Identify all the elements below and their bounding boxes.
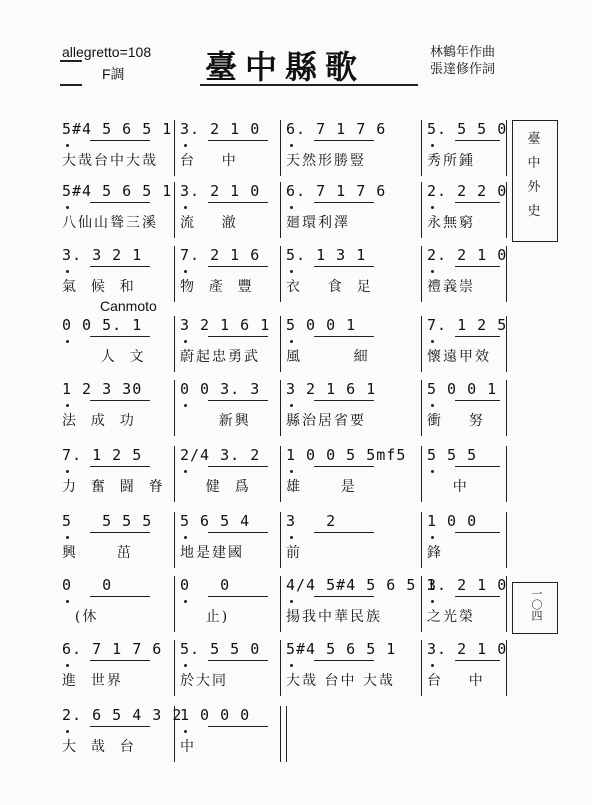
beam-underline bbox=[90, 532, 150, 533]
bar-line bbox=[280, 446, 281, 502]
lyric-text: 天然形勝豎 bbox=[286, 153, 366, 169]
lyric-text: 衣 食 足 bbox=[286, 279, 373, 295]
beam-underline bbox=[455, 660, 500, 661]
measure-notes: 4/4 5#4 5 6 5 1 bbox=[286, 576, 437, 594]
bar-line bbox=[280, 246, 281, 302]
lyric-text: 衝 努 bbox=[427, 413, 485, 429]
measure-notes: 5 6 5 4 bbox=[180, 512, 251, 530]
measure-notes: 5. 5 5 0 bbox=[427, 120, 508, 138]
bar-line bbox=[174, 246, 175, 302]
bar-line bbox=[174, 640, 175, 696]
octave-dot bbox=[184, 536, 187, 539]
lyric-text: 流 澈 bbox=[180, 215, 238, 231]
bar-line bbox=[421, 512, 422, 568]
lyric-text: 大哉 台中 大哉 bbox=[286, 673, 395, 689]
measure-notes: 1 0 0 0 bbox=[180, 706, 251, 724]
beam-underline bbox=[208, 466, 268, 467]
measure-notes: 3. 2 1 0 bbox=[427, 576, 508, 594]
octave-dot bbox=[66, 404, 69, 407]
measure-notes: 2. 6 5 4 3 2 bbox=[62, 706, 183, 724]
lyric-text: 中 bbox=[427, 479, 469, 495]
side-label bbox=[527, 128, 541, 224]
beam-underline bbox=[208, 596, 268, 597]
octave-dot bbox=[290, 536, 293, 539]
bar-line bbox=[280, 576, 281, 632]
measure-notes: 3 2 1 6 1 bbox=[180, 316, 271, 334]
beam-underline bbox=[90, 140, 150, 141]
measure-notes: 5#4 5 6 5 1 bbox=[62, 120, 173, 138]
lyric-text: 永無窮 bbox=[427, 215, 475, 231]
beam-underline bbox=[90, 596, 150, 597]
octave-dot bbox=[431, 144, 434, 147]
beam-underline bbox=[208, 336, 268, 337]
beam-underline bbox=[314, 532, 374, 533]
measure-notes: 5 5 5 bbox=[427, 446, 478, 464]
octave-dot bbox=[184, 144, 187, 147]
bar-line bbox=[280, 640, 281, 696]
octave-dot bbox=[290, 470, 293, 473]
octave-dot bbox=[66, 270, 69, 273]
lyric-text: 人 文 bbox=[62, 349, 146, 365]
lyric-text: 健 爲 bbox=[180, 479, 251, 495]
beam-underline bbox=[314, 660, 374, 661]
beam-underline bbox=[314, 400, 374, 401]
beam-underline bbox=[314, 336, 374, 337]
lyric-text: 台 中 bbox=[427, 673, 485, 689]
final-bar-line bbox=[286, 706, 287, 762]
beam-underline bbox=[208, 532, 268, 533]
lyric-text: 風 細 bbox=[286, 349, 370, 365]
beam-underline bbox=[90, 726, 150, 727]
beam-underline bbox=[208, 140, 268, 141]
octave-dot bbox=[66, 730, 69, 733]
measure-notes: 5 0 0 1 bbox=[286, 316, 357, 334]
measure-notes: 5. 5 5 0 bbox=[180, 640, 261, 658]
lyric-text: 大哉台中大哉 bbox=[62, 153, 158, 169]
lyric-text: 蔚起忠勇武 bbox=[180, 349, 260, 365]
measure-notes: 3. 2 1 0 bbox=[180, 120, 261, 138]
title-underline bbox=[200, 84, 418, 86]
measure-notes: 7. 1 2 5 bbox=[427, 316, 508, 334]
credits bbox=[430, 44, 495, 78]
measure-notes: 3. 2 1 0 bbox=[180, 182, 261, 200]
side-char: 臺 bbox=[527, 132, 541, 147]
lyric-text: 進 世界 bbox=[62, 673, 123, 689]
bar-line bbox=[174, 316, 175, 372]
octave-dot bbox=[290, 600, 293, 603]
bar-line bbox=[174, 120, 175, 176]
octave-dot bbox=[431, 270, 434, 273]
beam-underline bbox=[455, 140, 500, 141]
octave-dot bbox=[431, 470, 434, 473]
lyric-text: 雄 是 bbox=[286, 479, 357, 495]
key-signature: F調 bbox=[102, 66, 125, 82]
beam-underline bbox=[314, 266, 374, 267]
lyric-text: 秀所鍾 bbox=[427, 153, 475, 169]
lyric-text: 氣 候 和 bbox=[62, 279, 136, 295]
measure-notes: 1 0 0 bbox=[427, 512, 478, 530]
octave-dot bbox=[290, 270, 293, 273]
annotation-text: Canmoto bbox=[100, 298, 157, 314]
octave-dot bbox=[184, 664, 187, 667]
measure-notes: 2. 2 2 0 bbox=[427, 182, 508, 200]
measure-notes: 0 0 bbox=[62, 576, 113, 594]
beam-underline bbox=[90, 202, 150, 203]
octave-dot bbox=[184, 206, 187, 209]
lyric-text: 揚我中華民族 bbox=[286, 609, 382, 625]
octave-dot bbox=[431, 600, 434, 603]
octave-dot bbox=[184, 600, 187, 603]
measure-notes: 7. 1 2 5 bbox=[62, 446, 143, 464]
bar-line bbox=[280, 120, 281, 176]
bar-line bbox=[280, 182, 281, 238]
lyric-text: 廻環利澤 bbox=[286, 215, 350, 231]
ornament-mark bbox=[60, 60, 82, 86]
octave-dot bbox=[184, 404, 187, 407]
octave-dot bbox=[184, 340, 187, 343]
bar-line bbox=[421, 316, 422, 372]
beam-underline bbox=[314, 202, 374, 203]
lyric-text: 力 奮 闘 脊 bbox=[62, 479, 165, 495]
bar-line bbox=[506, 512, 507, 568]
lyric-text: 興 茁 bbox=[62, 545, 133, 561]
octave-dot bbox=[431, 340, 434, 343]
octave-dot bbox=[431, 206, 434, 209]
measure-notes: 1 0 0 5 5mf5 bbox=[286, 446, 407, 464]
measure-notes: 0 0 5. 1 bbox=[62, 316, 143, 334]
lyric-text: 前 bbox=[286, 545, 302, 561]
bar-line bbox=[174, 446, 175, 502]
side-char: 史 bbox=[527, 204, 541, 219]
octave-dot bbox=[66, 340, 69, 343]
measure-notes: 3. 3 2 1 bbox=[62, 246, 143, 264]
octave-dot bbox=[290, 404, 293, 407]
lyricist-credit: 張達修作詞 bbox=[430, 62, 496, 77]
measure-notes: 3. 2 1 0 bbox=[427, 640, 508, 658]
beam-underline bbox=[208, 400, 268, 401]
lyric-text: 新興 bbox=[180, 413, 251, 429]
octave-dot bbox=[66, 206, 69, 209]
beam-underline bbox=[208, 660, 268, 661]
bar-line bbox=[174, 380, 175, 436]
bar-line bbox=[421, 446, 422, 502]
composer-credit: 林鶴年作曲 bbox=[430, 45, 496, 60]
bar-line bbox=[421, 246, 422, 302]
octave-dot bbox=[290, 340, 293, 343]
bar-line bbox=[421, 640, 422, 696]
measure-notes: 0 0 3. 3 bbox=[180, 380, 261, 398]
lyric-text: 物 產 豐 bbox=[180, 279, 254, 295]
bar-line bbox=[421, 182, 422, 238]
lyric-text: 之光榮 bbox=[427, 609, 475, 625]
lyric-text: 鋒 bbox=[427, 545, 443, 561]
bar-line bbox=[280, 380, 281, 436]
octave-dot bbox=[431, 404, 434, 407]
beam-underline bbox=[208, 202, 268, 203]
measure-notes: 0 0 bbox=[180, 576, 231, 594]
side-char: 中 bbox=[527, 156, 541, 171]
beam-underline bbox=[455, 266, 500, 267]
measure-notes: 5. 1 3 1 bbox=[286, 246, 367, 264]
beam-underline bbox=[208, 266, 268, 267]
side-char: 外 bbox=[527, 180, 541, 195]
lyric-text: 大 哉 台 bbox=[62, 739, 136, 755]
measure-notes: 6. 7 1 7 6 bbox=[286, 120, 387, 138]
beam-underline bbox=[455, 466, 500, 467]
lyric-text: 懷遠甲效 bbox=[427, 349, 491, 365]
lyric-text: 法 成 功 bbox=[62, 413, 136, 429]
lyric-text: 於大同 bbox=[180, 673, 228, 689]
octave-dot bbox=[66, 144, 69, 147]
bar-line bbox=[506, 380, 507, 436]
bar-line bbox=[421, 120, 422, 176]
beam-underline bbox=[90, 466, 150, 467]
lyric-text: 中 bbox=[180, 739, 196, 755]
octave-dot bbox=[290, 206, 293, 209]
measure-notes: 5 5 5 5 bbox=[62, 512, 153, 530]
lyric-text: 台 中 bbox=[180, 153, 238, 169]
measure-notes: 5 0 0 1 bbox=[427, 380, 498, 398]
page-number: 一〇四 bbox=[530, 588, 543, 621]
lyric-text: 止) bbox=[180, 609, 230, 625]
beam-underline bbox=[90, 266, 150, 267]
measure-notes: 7. 2 1 6 bbox=[180, 246, 261, 264]
measure-notes: 6. 7 1 7 6 bbox=[286, 182, 387, 200]
bar-line bbox=[280, 316, 281, 372]
lyric-text: 縣治居省要 bbox=[286, 413, 366, 429]
bar-line bbox=[174, 512, 175, 568]
tempo-marking: allegretto=108 bbox=[62, 44, 152, 60]
octave-dot bbox=[66, 664, 69, 667]
measure-notes: 1 2 3 30 bbox=[62, 380, 143, 398]
bar-line bbox=[174, 182, 175, 238]
song-title: 臺中縣歌 bbox=[205, 48, 366, 86]
beam-underline bbox=[314, 466, 374, 467]
lyric-text: 地是建國 bbox=[180, 545, 244, 561]
measure-notes: 5#4 5 6 5 1 bbox=[286, 640, 397, 658]
beam-underline bbox=[90, 660, 150, 661]
measure-notes: 2/4 3. 2 bbox=[180, 446, 261, 464]
octave-dot bbox=[290, 664, 293, 667]
beam-underline bbox=[90, 400, 150, 401]
beam-underline bbox=[90, 336, 150, 337]
lyric-text: (休 bbox=[62, 609, 99, 625]
bar-line bbox=[421, 380, 422, 436]
bar-line bbox=[506, 446, 507, 502]
beam-underline bbox=[314, 140, 374, 141]
octave-dot bbox=[184, 730, 187, 733]
octave-dot bbox=[290, 144, 293, 147]
octave-dot bbox=[66, 536, 69, 539]
beam-underline bbox=[455, 400, 500, 401]
bar-line bbox=[280, 512, 281, 568]
octave-dot bbox=[66, 470, 69, 473]
bar-line bbox=[174, 576, 175, 632]
beam-underline bbox=[208, 726, 268, 727]
lyric-text: 禮義崇 bbox=[427, 279, 475, 295]
lyric-text: 八仙山聳三溪 bbox=[62, 215, 158, 231]
octave-dot bbox=[184, 470, 187, 473]
beam-underline bbox=[455, 596, 500, 597]
measure-notes: 2. 2 1 0 bbox=[427, 246, 508, 264]
measure-notes: 5#4 5 6 5 1 bbox=[62, 182, 173, 200]
beam-underline bbox=[455, 202, 500, 203]
beam-underline bbox=[455, 336, 500, 337]
octave-dot bbox=[431, 536, 434, 539]
beam-underline bbox=[314, 596, 374, 597]
beam-underline bbox=[455, 532, 500, 533]
octave-dot bbox=[184, 270, 187, 273]
measure-notes: 6. 7 1 7 6 bbox=[62, 640, 163, 658]
octave-dot bbox=[431, 664, 434, 667]
measure-notes: 3 2 1 6 1 bbox=[286, 380, 377, 398]
measure-notes: 3 2 bbox=[286, 512, 337, 530]
octave-dot bbox=[66, 600, 69, 603]
bar-line bbox=[280, 706, 281, 762]
